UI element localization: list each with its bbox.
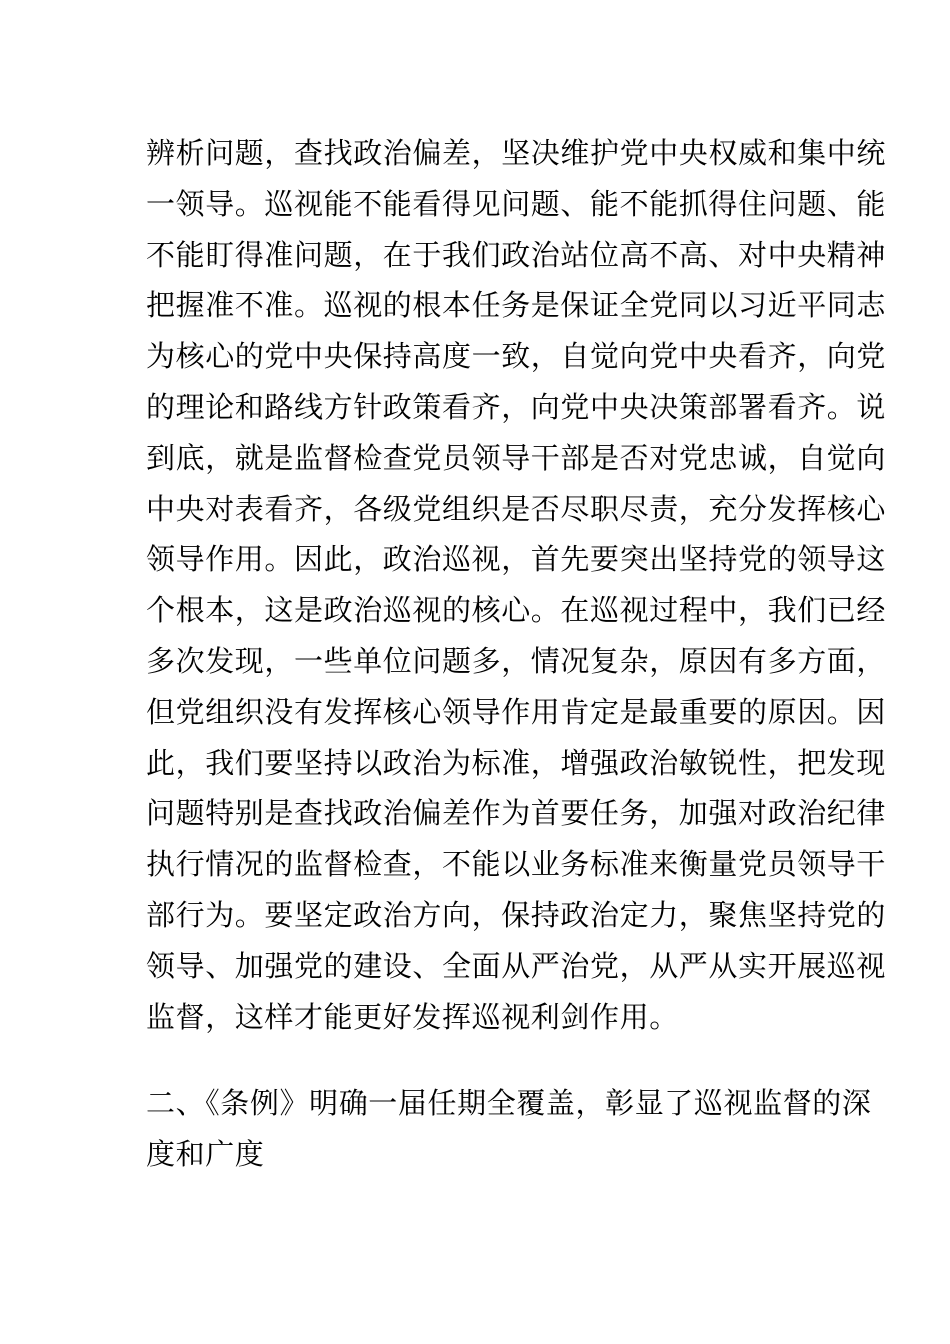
paragraph-line: 部行为。要坚定政治方向，保持政治定力，聚焦坚持党的 [146, 897, 887, 932]
paragraph-line: 执行情况的监督检查，不能以业务标准来衡量党员领导干 [146, 847, 887, 882]
paragraph-line: 辨析问题，查找政治偏差，坚决维护党中央权威和集中统 [146, 136, 887, 170]
paragraph-line: 领导、加强党的建设、全面从严治党，从严从实开展巡视 [146, 948, 887, 983]
paragraph-line: 多次发现，一些单位问题多，情况复杂，原因有多方面， [146, 643, 887, 678]
paragraph-line: 的理论和路线方针政策看齐，向党中央决策部署看齐。说 [146, 389, 887, 424]
body-paragraph [146, 128, 887, 1042]
paragraph-line: 此，我们要坚持以政治为标准，增强政治敏锐性，把发现 [146, 745, 887, 780]
paragraph-line: 监督，这样才能更好发挥巡视利剑作用。 [146, 999, 679, 1034]
paragraph-line: 问题特别是查找政治偏差作为首要任务，加强对政治纪律 [146, 796, 887, 831]
section-heading [146, 1078, 872, 1180]
paragraph-line: 到底，就是监督检查党员领导干部是否对党忠诚，自觉向 [146, 440, 887, 475]
paragraph-line: 个根本，这是政治巡视的核心。在巡视过程中，我们已经 [146, 593, 887, 628]
paragraph-line: 一领导。巡视能不能看得见问题、能不能抓得住问题、能 [146, 186, 887, 221]
paragraph-line: 但党组织没有发挥核心领导作用肯定是最重要的原因。因 [146, 694, 887, 729]
paragraph-line: 领导作用。因此，政治巡视，首先要突出坚持党的领导这 [146, 542, 887, 577]
paragraph-line: 为核心的党中央保持高度一致，自觉向党中央看齐，向党 [146, 339, 887, 374]
paragraph-line: 把握准不准。巡视的根本任务是保证全党同以习近平同志 [146, 288, 887, 323]
paragraph-line: 不能盯得准问题，在于我们政治站位高不高、对中央精神 [146, 237, 887, 272]
paragraph-line: 中央对表看齐，各级党组织是否尽职尽责，充分发挥核心 [146, 491, 887, 526]
heading-line: 度和广度 [146, 1136, 265, 1171]
heading-line: 二、《条例》明确一届任期全覆盖，彰显了巡视监督的深 [146, 1086, 872, 1120]
